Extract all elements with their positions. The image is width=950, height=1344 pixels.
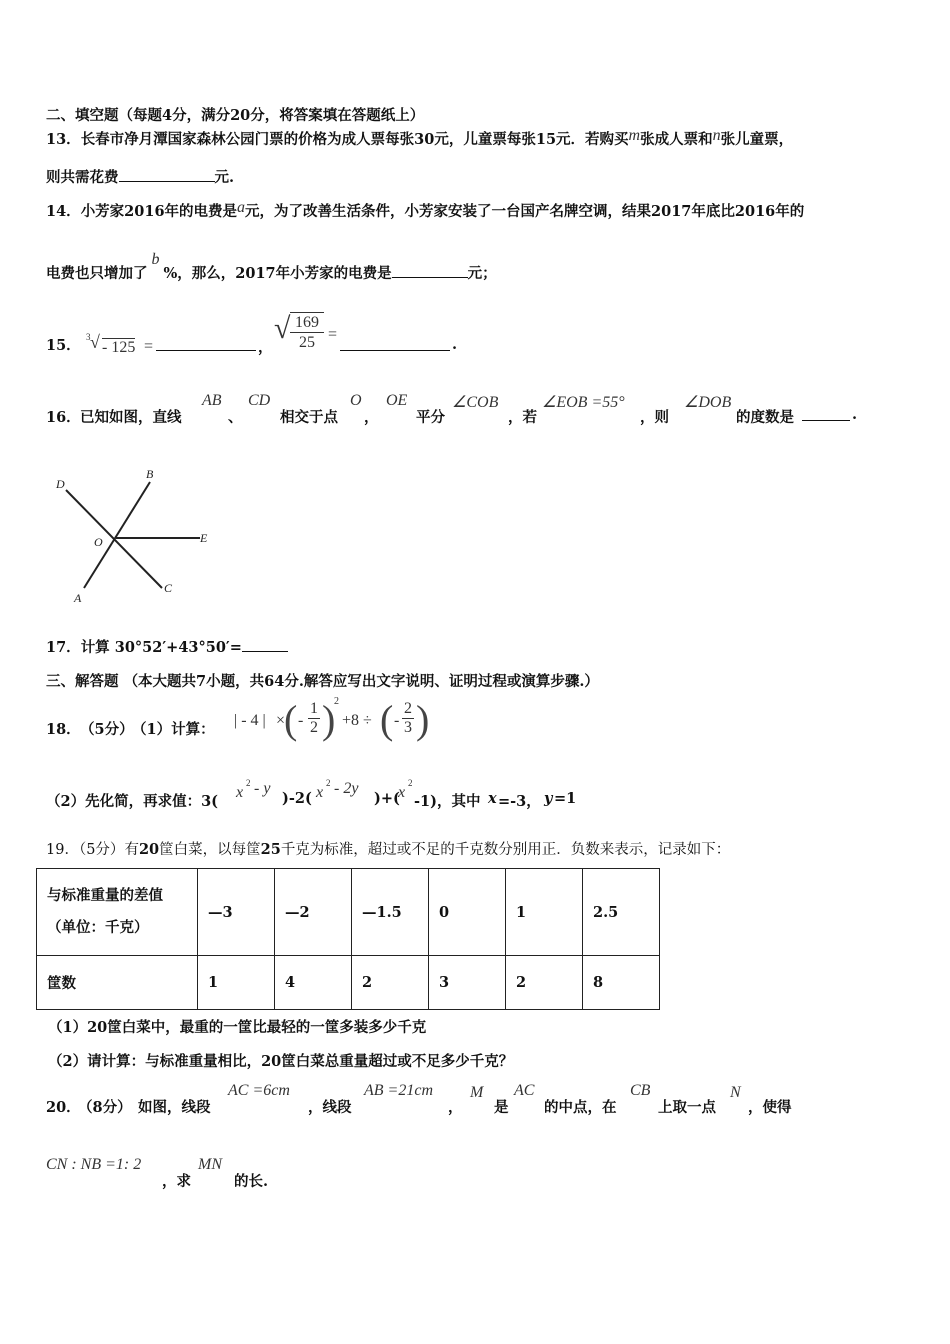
q15-number: 15． (46, 337, 81, 354)
q19-table (36, 868, 660, 1010)
q18-abs-value: | - 4 | (234, 712, 266, 729)
q17-number: 17． (46, 639, 81, 656)
q18-part2-a: （2）先化简，再求值：3( (46, 793, 219, 810)
q18-times: × (276, 712, 286, 729)
table-cell-count: 3 (429, 956, 506, 1010)
q18-half-denominator: 2 (310, 719, 318, 736)
q20-segment-ac-2: AC (514, 1082, 535, 1099)
table-header-count: 筐数 (37, 956, 198, 1010)
q13-number: 13． (46, 131, 81, 148)
table-cell-diff: 1 (506, 869, 583, 956)
q19-score: （5分） (78, 842, 125, 858)
q20-segment-ac: AC =6cm (228, 1082, 290, 1099)
q16-text-8: 的度数是 (736, 409, 794, 426)
table-row-counts (37, 956, 660, 1010)
table-cell-diff: —1.5 (352, 869, 429, 956)
q20-text-9: 的长. (234, 1173, 269, 1190)
q20-segment-ab: AB =21cm (364, 1082, 433, 1099)
q16-line-cd: CD (248, 392, 271, 409)
q14-var-b: b (151, 251, 160, 268)
q15-fraction-numerator: 169 (290, 313, 324, 333)
q16-angle-dob: ∠DOB (684, 394, 732, 411)
q15-sqrt-fraction (290, 312, 324, 352)
q19-count-25: 25 (260, 841, 281, 858)
q16-point-o: O (350, 392, 362, 409)
question-19 (46, 838, 730, 859)
q16-angle-eob: ∠EOB =55° (542, 394, 625, 411)
q15-comma: ， (258, 339, 273, 356)
q13-line2-a: 则共需花费 (46, 169, 119, 186)
section-2-title: 二、填空题（每题4分，满分20分，将答案填在答题纸上） (46, 107, 425, 124)
q18-y-value: y (544, 790, 553, 807)
q20-segment-cb: CB (630, 1082, 651, 1099)
q15-cube-index: 3 (86, 332, 91, 342)
q20-text-7: ，使得 (748, 1099, 792, 1116)
q13-text-a: 长春市净月潭国家森林公园门票的价格为成人票每张30元，儿童票每张15元．若购买 (80, 131, 629, 148)
label-c: C (164, 581, 173, 595)
q19-subquestion-1: （1）20筐白菜中，最重的一筐比最轻的一筐多装多少千克 (48, 1019, 427, 1036)
q16-text-6: ，若 (508, 409, 537, 426)
table-cell-count: 2 (352, 956, 429, 1010)
q15-period: . (452, 336, 458, 353)
question-14 (46, 200, 804, 221)
q16-angle-cob: ∠COB (452, 394, 499, 411)
q19-count-20: 20 (138, 841, 160, 858)
table-header-diff-line-2: （单位：千克） (47, 919, 149, 936)
q16-answer-blank[interactable] (802, 406, 850, 421)
table-cell-diff: 2.5 (583, 869, 660, 956)
question-13 (46, 128, 793, 149)
q19-text-c: 千克为标准，超过或不足的千克数分别用正．负数来表示，记录如下： (280, 842, 731, 858)
q13-line2-b: 元. (214, 169, 235, 186)
q18-neg-1: - (298, 712, 304, 729)
table-cell-diff: 0 (429, 869, 506, 956)
q20-text-6: 上取一点 (658, 1099, 716, 1116)
q14-line2-b: %，那么，2017年小芳家的电费是 (163, 265, 392, 282)
q16-period: . (852, 406, 858, 423)
q19-subquestion-2: （2）请计算：与标准重量相比，20筐白菜总重量超过或不足多少千克？ (48, 1053, 514, 1070)
label-b: B (146, 467, 154, 481)
q16-number: 16． (46, 409, 81, 426)
q18-fraction-two-thirds (402, 700, 414, 737)
question-13-line-2 (46, 166, 234, 187)
q18-paren-close-1: ) (322, 697, 336, 742)
label-o: O (94, 535, 103, 549)
q18-neg-2: - (394, 712, 400, 729)
q13-text-b: 张成人票和 (640, 131, 713, 148)
q18-x2-b: x (316, 784, 324, 801)
q18-number: 18． (46, 721, 81, 738)
q18-sup-c: 2 (408, 778, 413, 788)
q18-x-value: x (488, 790, 497, 807)
q18-sup-a: 2 (246, 778, 251, 788)
q18-part2-c: )+( (374, 790, 400, 807)
q14-line2-a: 电费也只增加了 (46, 265, 148, 282)
label-a: A (74, 591, 82, 605)
q15-equals-2: = (328, 326, 338, 343)
q16-text-1: 已知如图，直线 (80, 409, 182, 426)
q13-answer-blank[interactable] (119, 167, 215, 182)
q16-text-7: ，则 (640, 409, 669, 426)
q18-part2-d: -1)，其中 (414, 793, 481, 810)
section-3-title-a: 三、解答题 (46, 673, 119, 690)
q16-text-2: 、 (228, 409, 243, 426)
q18-score: （5分） (80, 721, 134, 738)
q18-x-equals: =-3， (498, 793, 541, 810)
q15-cube-radicand: - 125 (102, 339, 136, 356)
q18-plus-eight-div: +8 ÷ (342, 712, 372, 729)
q18-mid-b: - 2y (334, 780, 359, 797)
q19-text-b: 筐白菜，以每筐 (159, 842, 261, 858)
q16-text-4: ， (364, 409, 379, 426)
q18-fraction-half (308, 700, 320, 737)
question-17 (46, 636, 288, 657)
q20-text-4: 是 (494, 1099, 509, 1116)
q18-part2-b: )-2( (282, 790, 312, 807)
q20-point-m: M (470, 1084, 484, 1101)
label-e: E (200, 531, 208, 545)
section-3-title-b: （本大题共7小题，共64分.解答应写出文字说明、证明过程或演算步骤.） (123, 673, 599, 690)
table-cell-count: 4 (275, 956, 352, 1010)
q15-answer-blank-1[interactable] (156, 336, 256, 351)
q13-var-n: n (712, 127, 721, 144)
q18-x2-c: x (398, 784, 406, 801)
q18-paren-close-2: ) (416, 697, 430, 742)
q20-text-2: ，线段 (308, 1099, 352, 1116)
q15-answer-blank-2[interactable] (340, 336, 450, 351)
q18-y-equals: =1 (554, 790, 577, 807)
q15-sqrt-sign: √ (274, 312, 291, 345)
q17-text: 计算 30°52′+43°50′= (80, 639, 242, 656)
q18-half-numerator: 1 (310, 700, 318, 717)
q20-text-8: ，求 (162, 1173, 191, 1190)
section-3-title (46, 670, 599, 691)
q16-text-3: 相交于点 (280, 409, 338, 426)
q18-sup-b: 2 (326, 778, 331, 788)
q16-figure (50, 464, 220, 608)
table-row-diffs (37, 869, 660, 956)
q20-text-3: ， (448, 1099, 463, 1116)
q14-number: 14． (46, 203, 81, 220)
q20-number: 20． (46, 1099, 81, 1116)
q20-point-n: N (730, 1084, 741, 1101)
q14-text-b: 元，为了改善生活条件，小芳家安装了一台国产名牌空调，结果2017年底比2016年的 (245, 203, 805, 220)
q19-number: 19． (46, 842, 79, 858)
q15-cube-radical-sign: √ (90, 332, 100, 352)
q17-answer-blank[interactable] (242, 637, 288, 652)
q18-paren-open-1: ( (284, 697, 298, 742)
q18-paren-open-2: ( (380, 697, 394, 742)
table-cell-count: 8 (583, 956, 660, 1010)
label-d: D (56, 477, 65, 491)
q14-answer-blank[interactable] (392, 263, 468, 278)
q20-score: （8分） (78, 1099, 132, 1116)
table-cell-diff: —3 (198, 869, 275, 956)
table-cell-diff: —2 (275, 869, 352, 956)
q18-x2-a: x (236, 784, 244, 801)
table-cell-count: 1 (198, 956, 275, 1010)
q20-text-5: 的中点，在 (544, 1099, 617, 1116)
question-14-line-2 (46, 251, 497, 283)
q18-tt-numerator: 2 (404, 700, 412, 717)
table-header-diff (37, 869, 198, 956)
q13-var-m: m (628, 127, 641, 144)
q13-text-c: 张儿童票， (720, 131, 794, 148)
q16-line-ab: AB (202, 392, 222, 409)
q14-text-a: 小芳家2016年的电费是 (80, 203, 238, 220)
q19-text-a: 有 (124, 842, 139, 858)
q16-text-5: 平分 (416, 409, 445, 426)
q14-var-a: a (237, 199, 246, 216)
table-header-diff-line-1: 与标准重量的差值 (47, 887, 163, 904)
q18-part1-label: （1）计算： (132, 721, 215, 738)
q16-ray-oe: OE (386, 392, 408, 409)
q18-tt-denominator: 3 (404, 719, 412, 736)
q20-text-1: 如图，线段 (138, 1099, 211, 1116)
q20-segment-mn: MN (198, 1156, 222, 1173)
table-cell-count: 2 (506, 956, 583, 1010)
q18-exponent: 2 (334, 696, 339, 707)
q15-equals-1: = (144, 338, 154, 355)
q18-mid-a: - y (254, 780, 271, 797)
q14-line2-c: 元； (467, 265, 497, 282)
q15-fraction-denominator: 25 (299, 334, 315, 351)
q20-ratio: CN : NB =1: 2 (46, 1156, 142, 1173)
